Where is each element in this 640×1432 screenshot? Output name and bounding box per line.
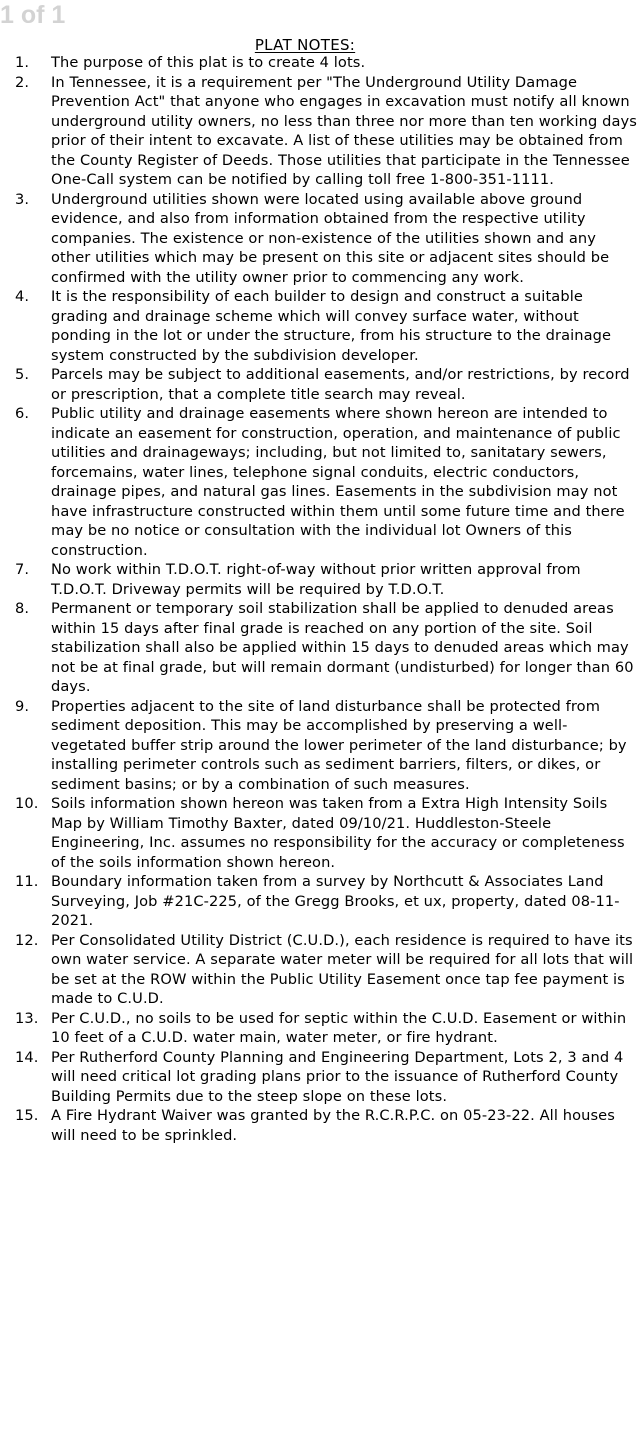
note-text: Soils information shown hereon was taken from a Extra High Intensity Soils Map by William Timothy Baxter, dated 09/10/21. Huddleston-Steele Engineering, Inc. assumes no responsibility for the accuracy or completeness of the soils information shown hereon. (51, 795, 625, 871)
note-text: The purpose of this plat is to create 4 lots. (51, 54, 366, 71)
note-number: 5. (15, 366, 30, 383)
note-item (0, 73, 640, 190)
note-number: 13. (15, 1009, 39, 1027)
note-text: A Fire Hydrant Waiver was granted by the R.C.R.P.C. on 05-23-22. All houses will need to be sprinkled. (51, 1107, 615, 1144)
note-text: Properties adjacent to the site of land disturbance shall be protected from sediment deposition. This may be accomplished by preserving a well-vegetated buffer strip around the lower perimeter of the land disturbance; by installing perimeter controls such as sediment barriers, filters, or dikes, or sediment basins; or by a combination of such measures. (51, 697, 627, 793)
note-text: Underground utilities shown were located using available above ground evidence, and also from information obtained from the respective utility companies. The existence or non-existence of the utilities shown and any other utilities which may be present on this site or adjacent sites should be confirmed with the utility owner prior to commencing any work. (51, 190, 610, 286)
note-text: No work within T.D.O.T. right-of-way without prior written approval from T.D.O.T. Driveway permits will be required by T.D.O.T. (51, 561, 581, 598)
note-item (0, 404, 640, 560)
note-number: 11. (15, 873, 39, 890)
note-text: Parcels may be subject to additional easements, and/or restrictions, by record or prescription, that a complete title search may reveal. (51, 366, 630, 403)
note-number: 14. (15, 1048, 39, 1066)
note-text: Per Rutherford County Planning and Engineering Department, Lots 2, 3 and 4 will need critical lot grading plans prior to the issuance of Rutherford County Building Permits due to the steep slope on these lots. (51, 1048, 624, 1105)
note-item (0, 53, 640, 73)
note-item (0, 697, 640, 795)
note-text: Per Consolidated Utility District (C.U.D.), each residence is required to have its own water service. A separate water meter will be required for all lots that will be set at the ROW within the Public Utility Easement once tap fee payment is made to C.U.D. (51, 931, 634, 1007)
note-number: 2. (15, 73, 30, 91)
note-item (0, 1106, 640, 1145)
note-item (0, 872, 640, 931)
plat-notes-title: PLAT NOTES: (254, 36, 356, 54)
note-item (0, 190, 640, 288)
note-number: 12. (15, 931, 39, 949)
note-item (0, 560, 640, 599)
note-item (0, 931, 640, 1009)
note-text: In Tennessee, it is a requirement per "The Underground Utility Damage Prevention Act" that anyone who engages in excavation must notify all known underground utility owners, no less than three nor more than ten working days prior of their intent to excavate. A list of these utilities may be obtained from the County Register of Deeds. Those utilities that participate in the Tennessee One-Call system can be notified by calling toll free 1-800-351-1111. (51, 73, 637, 188)
note-number: 6. (15, 405, 30, 422)
note-text: Boundary information taken from a survey by Northcutt & Associates Land Surveying, Job #21C-225, of the Gregg Brooks, et ux, property, dated 08-11-2021. (51, 873, 620, 929)
note-number: 15. (15, 1107, 39, 1124)
note-number: 10. (15, 795, 39, 812)
note-number: 4. (15, 288, 30, 305)
note-number: 1. (15, 54, 30, 71)
note-item (0, 794, 640, 872)
page-counter: 1 of 1 (0, 1, 66, 29)
plat-notes-list (0, 53, 640, 1145)
note-item (0, 287, 640, 365)
note-number: 3. (15, 190, 30, 208)
note-number: 9. (15, 697, 30, 715)
note-item (0, 599, 640, 697)
note-text: It is the responsibility of each builder to design and construct a suitable grading and drainage scheme which will convey surface water, without ponding in the lot or under the structure, from his structure to the drainage system constructed by the subdivision developer. (51, 288, 612, 364)
note-text: Per C.U.D., no soils to be used for septic within the C.U.D. Easement or within 10 feet of a C.U.D. water main, water meter, or fire hydrant. (51, 1009, 627, 1046)
note-item (0, 1009, 640, 1048)
note-number: 8. (15, 600, 30, 617)
note-item (0, 365, 640, 404)
note-item (0, 1048, 640, 1107)
note-number: 7. (15, 561, 30, 578)
note-text: Permanent or temporary soil stabilization shall be applied to denuded areas within 15 days after final grade is reached on any portion of the site. Soil stabilization shall also be applied within 15 days to denuded areas which may not be at final grade, but will remain dormant (undisturbed) for longer than 60 days. (51, 600, 634, 695)
note-text: Public utility and drainage easements where shown hereon are intended to indicate an easement for construction, operation, and maintenance of public utilities and drainageways; including, but not limited to, sanitatary sewers, forcemains, water lines, telephone signal conduits, electric conductors, drainage pipes, and natural gas lines. Easements in the subdivision may not have infrastructure constructed within them until some future time and there may be no notice or consultation with the individual lot Owners of this construction. (51, 405, 625, 559)
